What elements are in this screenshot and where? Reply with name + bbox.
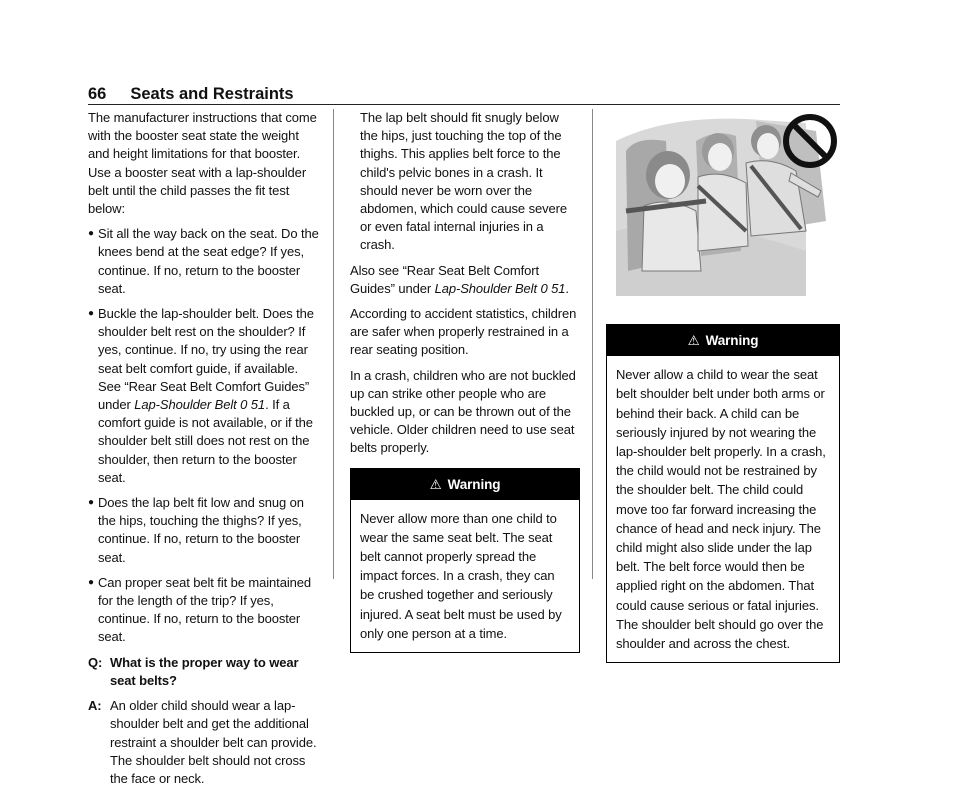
section-title: Seats and Restraints bbox=[130, 85, 294, 103]
question: Q: What is the proper way to wear seat belts? bbox=[88, 654, 299, 688]
crash-paragraph: In a crash, children who are not buckled up can strike other people who are buckled up, or can be thrown out of the vehicle. Older children need to use seat belts properly. bbox=[350, 367, 576, 456]
fit-test-list bbox=[88, 225, 322, 646]
list-item: ● Sit all the way back on the seat. Do the knees bend at the seat edge? If yes, continue. If no, return to the booster seat. bbox=[88, 226, 319, 296]
column-divider bbox=[592, 109, 593, 579]
cross-reference-link[interactable]: Lap-Shoulder Belt bbox=[134, 397, 237, 413]
also-see-paragraph: Also see “Rear Seat Belt Comfort Guides” under Lap-Shoulder Belt 0 51. bbox=[350, 262, 569, 296]
answer: A: An older child should wear a lap-shoulder belt and get the additional restraint a shoulder belt can provide. The shoulder belt should not cross the face or neck. bbox=[88, 698, 317, 786]
cross-reference-link[interactable]: Lap-Shoulder Belt bbox=[434, 280, 537, 296]
warning-box bbox=[350, 468, 580, 653]
warning-header: ⚠ Warning bbox=[607, 325, 839, 356]
column-middle bbox=[350, 109, 580, 653]
page-reference[interactable]: 0 51 bbox=[540, 280, 566, 296]
bullet-icon: ● bbox=[88, 228, 94, 240]
column-left bbox=[88, 109, 322, 795]
list-item: ● Buckle the lap-shoulder belt. Does the shoulder belt rest on the shoulder? If yes, continue. If no, try using the rear seat belt comfort guide, if available. See “Rear Seat Belt Comfort Guides” under Lap-Shoulder Belt 0 51. If a comfort guide is not available, or if the shoulder belt still does not rest on the shoulder, then return to the booster seat. bbox=[88, 306, 314, 485]
warning-body: Never allow a child to wear the seat belt shoulder belt under both arms or behind their back. A child can be seriously injured by not wearing the lap-shoulder belt properly. In a crash, the child would not be restrained by the shoulder belt. The child could move too far forward increasing the chance of head and neck injury. The child might also slide under the lap belt. The belt force would then be applied right on the abdomen. That could cause serious or fatal injuries. The shoulder belt should go over the shoulder and across the chest. bbox=[616, 367, 826, 652]
warning-body: Never allow more than one child to wear the same seat belt. The seat belt cannot properly spread the impact forces. In a crash, they can be crushed together and seriously injured. A seat belt must be used by only one person at a time. bbox=[360, 510, 562, 641]
warning-box bbox=[606, 324, 840, 663]
list-item: ● Can proper seat belt fit be maintained for the length of the trip? If yes, continue. If no, return to the booster seat. bbox=[88, 574, 311, 645]
column-divider bbox=[333, 109, 334, 579]
answer-continued: The lap belt should fit snugly below the hips, just touching the top of the thighs. This applies belt force to the child's pelvic bones in a crash. It should never be worn over the abdomen, which could cause severe or even fatal internal injuries in a crash. bbox=[360, 110, 567, 253]
bullet-icon: ● bbox=[88, 576, 94, 588]
page-header bbox=[88, 82, 840, 105]
warning-triangle-icon: ⚠ bbox=[429, 476, 442, 492]
list-item: ● Does the lap belt fit low and snug on the hips, touching the thighs? If yes, continue. If no, return to the booster seat. bbox=[88, 495, 304, 565]
bullet-icon: ● bbox=[88, 497, 94, 509]
warning-header: ⚠ Warning bbox=[351, 469, 579, 500]
warning-triangle-icon: ⚠ bbox=[687, 333, 700, 349]
page-reference[interactable]: 0 51 bbox=[240, 397, 266, 413]
seatbelt-misuse-illustration bbox=[606, 111, 840, 301]
intro-paragraph: The manufacturer instructions that come with the booster seat state the weight and height limitations for that booster. Use a booster seat with a lap-shoulder belt until the child passes the fit test below: bbox=[88, 110, 317, 217]
bullet-icon: ● bbox=[88, 308, 94, 320]
page-number: 66 bbox=[88, 85, 107, 103]
statistics-paragraph: According to accident statistics, children are safer when properly restrained in a rear seating position. bbox=[350, 306, 577, 358]
column-right bbox=[606, 109, 840, 663]
